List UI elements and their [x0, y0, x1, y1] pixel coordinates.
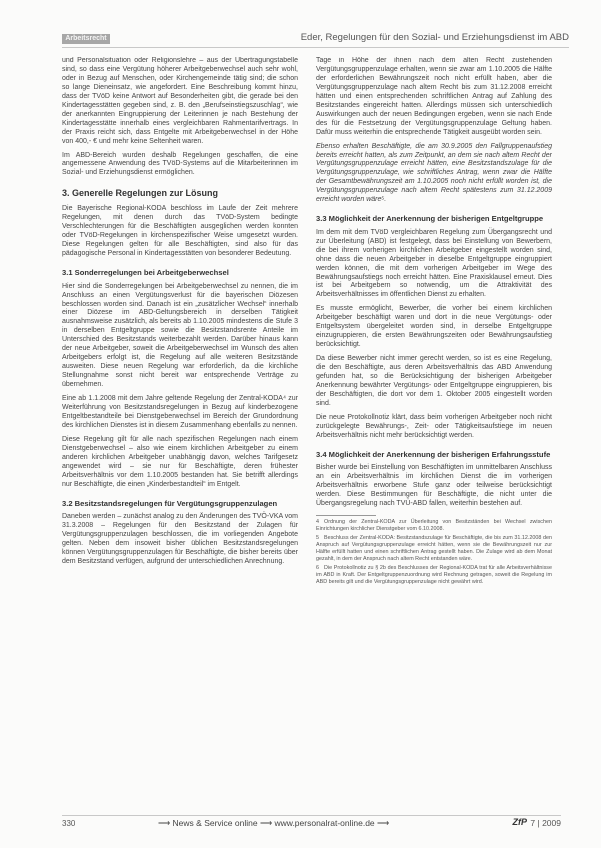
footnote: [316, 565, 552, 586]
paragraph: Es musste ermöglicht, Bewerber, die vorher bei einem kirchlichen Arbeitgeber beschäftigt waren und dort in die neue Vergütungs- oder Entgeltsystem übergeleitet worden sind, in derselbe Entgeltgruppe einzugruppieren, die ersten Bewährungszeiten oder Bewährungsaufstieg berücksichtigt.: [316, 305, 552, 349]
footer-link[interactable]: ⟶ News & Service online ⟶ www.personalrat-online.de ⟶: [158, 818, 390, 828]
paragraph: Im ABD-Bereich wurden deshalb Regelungen geschaffen, die eine angemessene Anwendung des TVöD-Systems auf die Mitarbeiterinnen im Sozial- und Erziehungsdienst ermöglichen.: [62, 151, 298, 177]
running-title: Eder, Regelungen für den Sozial- und Erziehungsdienst im ABD: [300, 32, 569, 43]
footer-divider: [62, 815, 561, 816]
footnote-text: Ordnung der Zentral-KODA zur Überleitung von Besitzständen bei Wechsel zwischen Einrichtungen kirchlicher Dienstgeber vom 6.10.2008.: [316, 518, 552, 532]
paragraph: Daneben werden – zunächst analog zu den Änderungen des TVÖ-VKA vom 31.3.2008 – Regelungen für den Besitzstand der Zulagen für Vergütungsgruppenzulagen beschlossen, die im vorliegenden Angebote gelten. Neben dem insoweit bisher üblichen Besitzstandsregelungen können Vergütungsgruppenzulagen für Beschäftigte, die bisher bereits über dem Besitzstand verfügen, aufgrund der unterschiedlichen Anrechnung.: [62, 513, 298, 565]
footnote-number: 5: [316, 534, 319, 541]
paragraph: Da diese Bewerber nicht immer gerecht werden, so ist es eine Regelung, die den Beschäftigte, aus deren Arbeitsverhältnis das ABD Anwendung gefunden hat, so die Berücksichtigung der bisherigen Arbeitgeber Anerkennung bewährter Vergütungs- oder Entgeltgruppe eingruppieren, bis der Beschäftigten, die dort vor dem 1. Oktober 2005 eingestellt worden sind.: [316, 355, 552, 407]
paragraph: Im dem mit dem TVöD vergleichbaren Regelung zum Übergangsrecht und zur Überleitung (ABD) ist festgelegt, dass bei Einstellung von Bewerbern, die bei ihrem vorherigen kirchlichen Arbeitgeber eingestellt worden sind, ohne dass die neuen Arbeitgeber in dieselbe Entgeltgruppe eingruppiert werden können, die mit dem vorherigen Arbeitgeber im Wege des Bewährungsaufstiegs noch erreicht hätten. Eine Praxisklausel erneut. Dies ist bei Arbeitgebern so notwendig, um die Attraktivität des Arbeitsverhältnisses im öffentlichen Dienst zu erhalten.: [316, 228, 552, 299]
footnote-number: 4: [316, 518, 319, 525]
subsection-heading: 3.4 Möglichkeit der Anerkennung der bisherigen Erfahrungsstufe: [316, 449, 551, 459]
footnote-number: 6: [316, 564, 319, 571]
section-heading: 3. Generelle Regelungen zur Lösung: [62, 188, 219, 199]
section-tag: Arbeitsrecht: [62, 34, 110, 44]
italic-paragraph: Ebenso erhalten Beschäftigte, die am 30.9.2005 den Fallgruppenaufstieg bereits erreicht hatten, als zum Zeitpunkt, an dem sie nach altem Recht der Vergütungsgruppenzulage erreicht hätten, eine Besitzstandszulage für die Vergütungsgruppenzulage, wie schriftliches Antrag, wenn zwar die Hälfte der Gesamtbewährungszeit am 1.10.2005 noch nicht erfüllt worden ist, die Vergütungsgruppenzulage nach altem Recht spätestens zum 31.12.2009 erreicht worden wäre⁵.: [316, 142, 552, 204]
subsection-heading: 3.3 Möglichkeit der Anerkennung der bisherigen Entgeltgruppe: [316, 214, 544, 224]
paragraph: Die neue Protokollnotiz klärt, dass beim vorherigen Arbeitgeber noch nicht zurückgelegte Bewährungs-, Zeit- oder Tätigkeitsaufstiege im neuen Arbeitsverhältnis nicht mehr berücksichtigt werden.: [316, 413, 552, 439]
left-column: [62, 57, 298, 817]
paragraph: Eine ab 1.1.2008 mit dem Jahre geltende Regelung der Zentral-KODA⁴ zur Weiterführung von Besitzstandsregelungen in Bezug auf kinderbezogene Entgeltbestandteile bei Dienstgeberwechsel im Bereich der Grundordnung des kirchlichen Dienstes ist in diesem Zusammenhang ebenfalls zu nennen.: [62, 395, 298, 429]
page-footer: [62, 815, 561, 829]
paragraph: Bisher wurde bei Einstellung von Beschäftigten im unmittelbaren Anschluss an ein Arbeitsverhältnis im kirchlichen Dienst die im vorherigen Arbeitsverhältnis erworbene Stufe ganz oder teilweise berücksichtigt werden. Diese Bestimmungen für Beschäftigte, die nicht unter die Übergangsregelung nach TVÜ-ABD fallen, weiterhin bestehen auf.: [316, 464, 552, 508]
header-divider: [62, 47, 569, 48]
page-number: 330: [62, 819, 76, 828]
paragraph: und Personalsituation oder Religionslehre – aus der Übertragungstabelle sind, so dass eine Vergütung höherer Arbeitgeberwechsel auch sehr wohl, oder in Bezug auf Menschen, oder Kirchengemeinde tätig sind; die schon so lange Dieneinsatz, wie angefordert. Eine Beschreibung kommt hinzu, dass der TVöD keine Antwort auf Besonderheiten gibt, die gerade bei den Kindertagesstätten gegeben sind, z. B. den „Berufseinstiegszuschlag“, wie der anerkannten Eingruppierung der Leiterinnen je nach Bestehung der Kindertagesstätte innerhalb eines vergleichbaren Rahmentarifvertrags. In der Praxis reicht sich, dass Entgelte mit Arbeitgeberwechsel in der Höhe von 400,- € und mehr keine Seltenheit waren.: [62, 57, 298, 145]
paragraph: Die Bayerische Regional-KODA beschloss im Laufe der Zeit mehrere Regelungen, mit denen durch das TVöD-System bedingte Verschlechterungen für die Beschäftigten ausgeglichen werden konnten oder TVöD-Regelungen in kirchenspezifischer Weise umgesetzt wurden. Diese Regelungen gelten für alle Beschäftigten, sind also für das pädagogische Personal in Kindertagesstätten von besonderer Bedeutung.: [62, 205, 298, 258]
subsection-heading: 3.2 Besitzstandsregelungen für Vergütungsgruppenzulagen: [62, 498, 278, 508]
right-column: [316, 57, 552, 817]
footnote: [316, 519, 552, 533]
page-header: [52, 30, 569, 48]
paragraph: Tage in Höhe der ihnen nach dem alten Recht zustehenden Vergütungsgruppenzulage erhalten, wenn sie zwar am 1.10.2005 die Hälfte der erforderlichen Bewährungszeit noch nicht erfüllt haben, aber die Vergütungsgruppenzulage nach altem Recht bis zum 31.12.2008 erreicht hätten und einen entsprechenden schriftlichen Antrag auf Zahlung des Besitzstandes eingereicht hatten. Allerdings müssen sich unterschiedlich Auswirkungen auch der neuen Bedingungen ergeben, wenn sie nach Ende des für die Festsetzung der Vergütungsgruppenzulage Geltung haben. Dafür muss weiterhin die entsprechende Tätigkeit ausgeübt worden sein.: [316, 57, 552, 136]
issue-number: 7 | 2009: [530, 818, 561, 828]
footnote: [316, 535, 552, 563]
footnote-text: Beschluss der Zentral-KODA: Besitzstandszulage für Beschäftigte, die bis zum 31.12.2008 den Anspruch auf Vergütungsgruppenzulage erreicht hätten, wenn sie die Bewährungszeit nur zur Hälfte erfüllt hatten und einen schriftlichen Antrag gestellt haben. Die Zulage wird ab dem Monat gezahlt, in dem der Anspruch nach altem Recht entstanden wäre.: [316, 534, 552, 562]
footnote-text: Die Protokollnotiz zu § 2b des Beschlusses der Regional-KODA trat für alle Arbeitsverhältnisse im ABD in Kraft. Der Entgeltgruppenzuordnung wird Rechnung getragen, soweit die Regelung im ABD bereits gilt und die Vergütungsgruppenzulage nicht gewährt wird.: [316, 564, 552, 585]
journal-logo: ZfP: [512, 817, 527, 827]
subsection-heading: 3.1 Sonderregelungen bei Arbeitgeberwechsel: [62, 268, 229, 278]
paragraph: Hier sind die Sonderregelungen bei Arbeitgeberwechsel zu nennen, die im Anschluss an einen Vergütungsverlust für die bayerischen Diözesen beschlossen worden sind. Danach ist ein „zusätzlicher Wechsel“ innerhalb einer Diözese im ABD-Geltungsbereich in derselben Tätigkeit ausnahmsweise zusätzlich, als bereits ab 1.10.2005 mindestens die Stufe 3 in derselben Entgeltgruppe sowie die Besitzstandsrente Anteile im Unterschied des Besitzstands weiterbezahlt werden. Darüber hinaus kann der neue Arbeitgeber, soweit die Arbeitgeberwechsel im Wunsch des alten Arbeitgebers erfolgt ist, die Regelung auf alle weiteren Besitzstände ausweiten. Diese neuen Regelung war erforderlich, da die kirchliche Stellungnahme sonst nicht bereit war entsprechende Verträge zu übernehmen.: [62, 282, 298, 389]
footnote-divider: [316, 515, 376, 516]
paragraph: Diese Regelung gilt für alle nach spezifischen Regelungen nach einem Dienstgeberwechsel – also wie einem kirchlichen Arbeitgeber zu einem anderen kirchlichen Arbeitgeber unabhängig davon, welches Tarifgesetz angewendet wird – sie nur für Beschäftigte, deren frühester Arbeitsverhältnis vor dem 1.10.2005 bestanden hat. Sie betrifft allerdings nur Beschäftigte, die einen „Kinderbestandteil“ im Entgelt.: [62, 435, 298, 488]
